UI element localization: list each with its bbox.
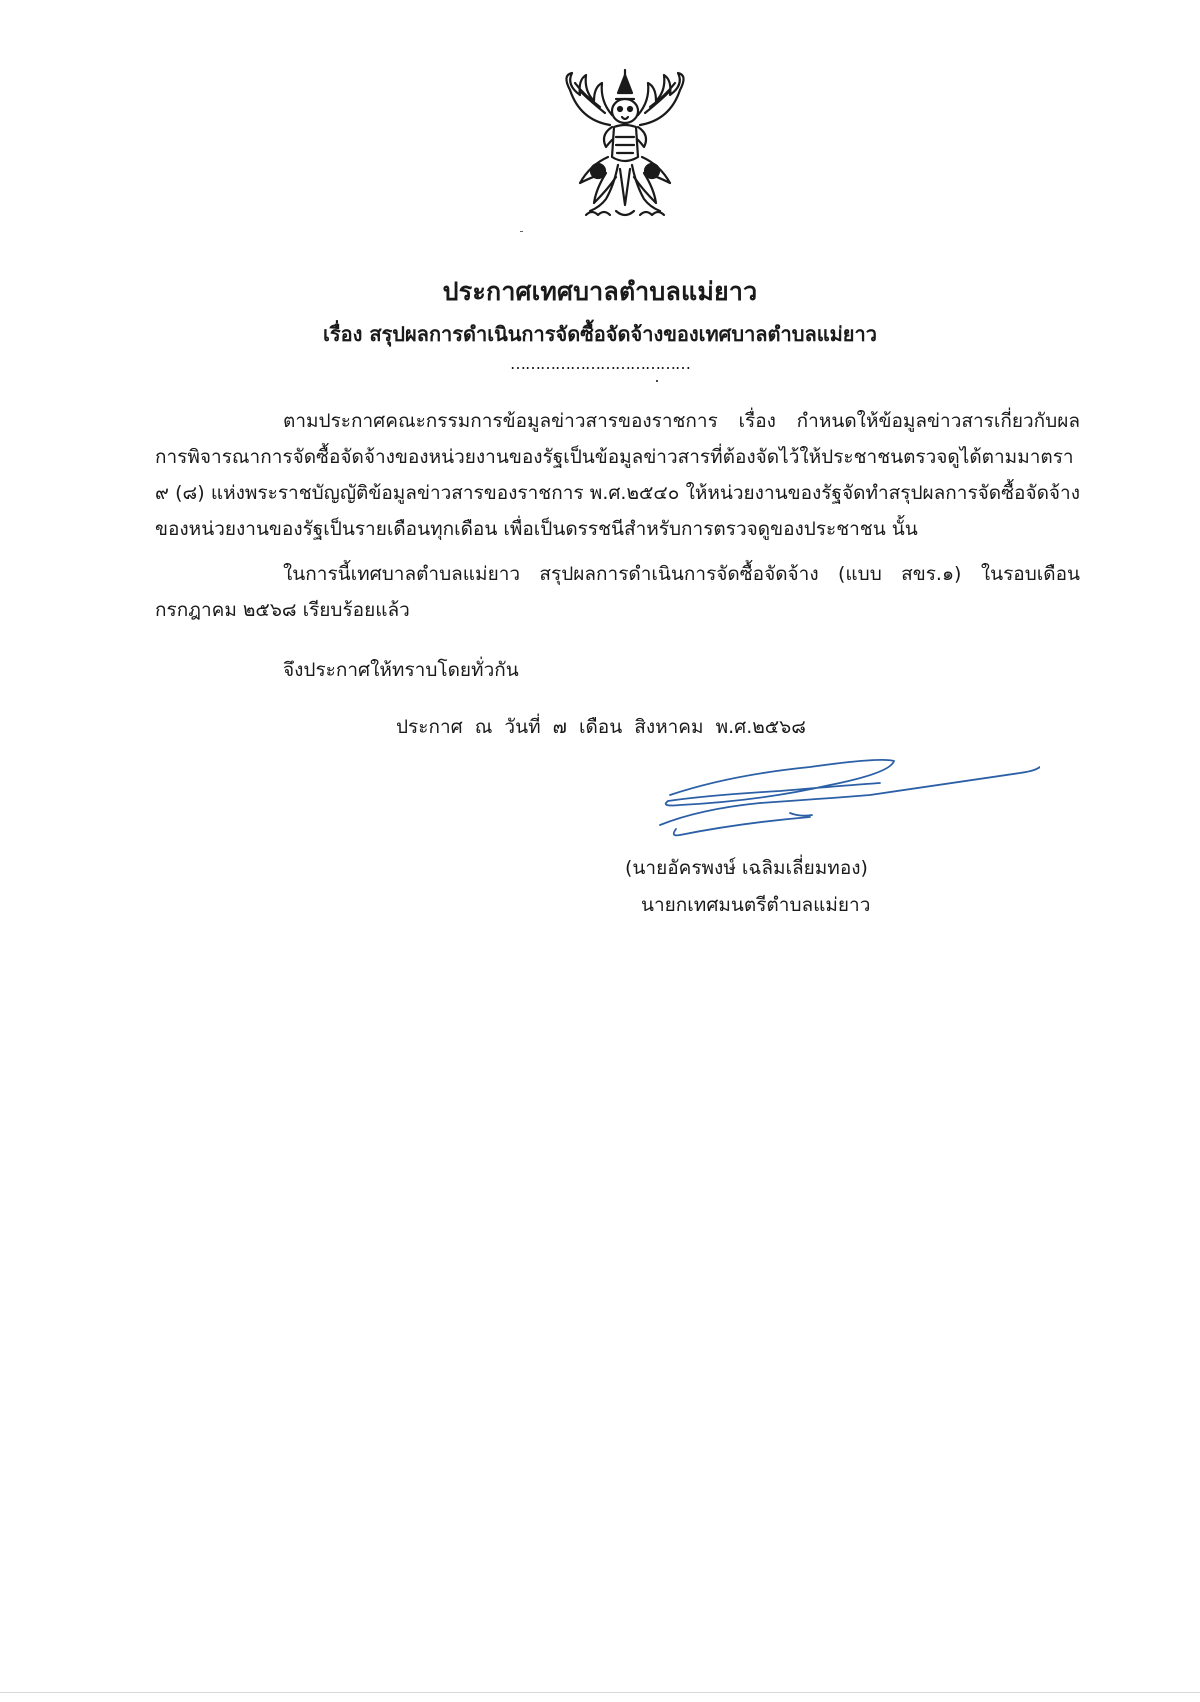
handwritten-signature-icon <box>640 745 1040 845</box>
signer-name: (นายอัครพงษ์ เฉลิมเลี่ยมทอง) <box>625 857 868 879</box>
paragraph-1: ตามประกาศคณะกรรมการข้อมูลข่าวสารของราชการ เรื่อง กำหนดให้ข้อมูลข่าวสารเกี่ยวกับผลการพิจารณาการจัดซื้อจัดจ้างของหน่วยงานของรัฐเป็นข้อมูลข่าวสารที่ต้องจัดไว้ให้ประชาชนตรวจดูได้ตามมาตรา ๙ (๘) แห่งพระราชบัญญัติข้อมูลข่าวสารของราชการ พ.ศ.๒๕๔๐ ให้หน่วยงานของรัฐจัดทำสรุปผลการจัดซื้อจัดจ้างของหน่วยงานของรัฐเป็นรายเดือนทุกเดือน เพื่อเป็นดรรชนีสำหรับการตรวจดูของประชาชน นั้น <box>155 410 1080 540</box>
signer-position: นายกเทศมนตรีตำบลแม่ยาว <box>641 894 871 916</box>
title-separator: ……………………………… <box>510 354 690 373</box>
announcement-date: ประกาศ ณ วันที่ ๗ เดือน สิงหาคม พ.ศ.๒๕๖๘ <box>396 716 806 738</box>
scan-mark <box>656 380 658 382</box>
scan-edge <box>0 1692 1200 1693</box>
announcement-body <box>155 403 1080 628</box>
subject-line: เรื่อง สรุปผลการดำเนินการจัดซื้อจัดจ้างของเทศบาลตำบลแม่ยาว <box>323 322 877 346</box>
paragraph-2: ในการนี้เทศบาลตำบลแม่ยาว สรุปผลการดำเนินการจัดซื้อจัดจ้าง (แบบ สขร.๑) ในรอบเดือนกรกฎาคม ๒๕๖๘ เรียบร้อยแล้ว <box>155 563 1080 621</box>
garuda-emblem-icon <box>550 65 700 225</box>
page-title: ประกาศเทศบาลตำบลแม่ยาว <box>442 277 758 306</box>
scan-mark <box>520 231 523 232</box>
closing-statement: จึงประกาศให้ทราบโดยทั่วกัน <box>283 659 519 681</box>
